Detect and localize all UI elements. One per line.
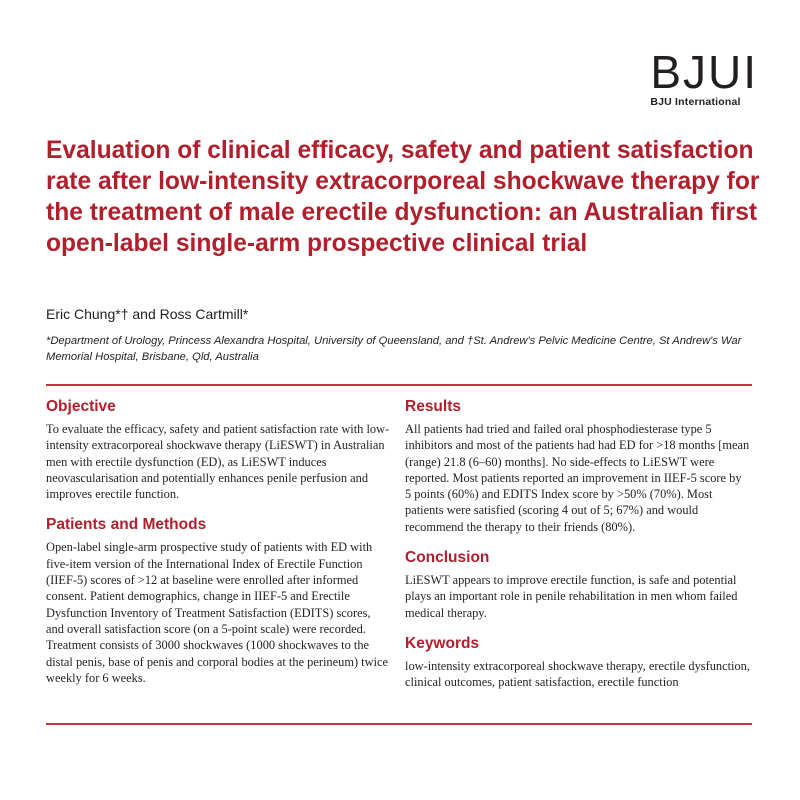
conclusion-heading: Conclusion (405, 549, 490, 567)
article-title: Evaluation of clinical efficacy, safety and patient satisfaction rate after low-intensity extracorporeal shockwave therapy for the treatment of male erectile dysfunction: an Australian first open-label single-arm prospective clinical trial (46, 137, 760, 257)
objective-heading: Objective (46, 398, 116, 415)
abstract-right-column (405, 398, 750, 705)
author-list: Eric Chung*† and Ross Cartmill* (46, 306, 249, 322)
keywords-heading: Keywords (405, 634, 480, 652)
keywords-text: low-intensity extracorporeal shockwave therapy, erectile dysfunction, clinical outcomes, patient satisfaction, erectile function (405, 658, 750, 690)
methods-text: Open-label single-arm prospective study of patients with ED with five-item version of the International Index of Erectile Function (IIEF-5) scores of >12 at baseline were enrolled after informed consent. Patient demographics, change in IIEF-5 and Erectile Dysfunction Inventory of Treatment Satisfaction (EDITS) scores, and overall satisfaction score (on a 5-point scale) were recorded. Treatment consists of 3000 shockwaves (1000 shockwaves to the distal penis, base of penis and corporal bodies at the perineum) twice weekly for 6 weeks. (46, 540, 389, 685)
top-divider (46, 384, 752, 386)
conclusion-section (405, 549, 750, 621)
methods-section (46, 516, 391, 686)
keywords-section (405, 635, 750, 691)
results-section (405, 398, 750, 535)
journal-logo (650, 46, 758, 108)
methods-heading: Patients and Methods (46, 516, 207, 534)
objective-text: To evaluate the efficacy, safety and patient satisfaction rate with low-intensity extracorporeal shockwave therapy (LiESWT) in Australian men with erectile dysfunction (ED), as LiESWT induces neovascularisation and potentially enhances penile perfusion and improves erectile function. (46, 422, 390, 502)
journal-subtitle: BJU International (650, 96, 741, 108)
results-heading: Results (405, 398, 461, 415)
results-text: All patients had tried and failed oral phosphodiesterase type 5 inhibitors and most of the patients had had ED for >18 months [mean (range) 21.8 (6–60) months]. No side-effects to LiESWT were reported. Most patients reported an improvement in IIEF-5 score by 5 points (60%) and EDITS Index score by >50% (70%). Most patients were satisfied (scoring 4 out of 5; 67%) and would recommend the therapy to their friends (80%). (405, 422, 750, 534)
bottom-divider (46, 723, 752, 725)
author-affiliation: *Department of Urology, Princess Alexandra Hospital, University of Queensland, and †St. Andrew's Pelvic Medicine Centre, St Andrew's War Memorial Hospital, Brisbane, Qld, Australia (46, 335, 742, 363)
abstract-left-column (46, 398, 391, 700)
journal-logo-text: BJUI (650, 46, 758, 98)
conclusion-text: LiESWT appears to improve erectile function, is safe and potential plays an important role in penile rehabilitation in men whom failed medical therapy. (405, 573, 738, 620)
objective-section (46, 398, 391, 502)
